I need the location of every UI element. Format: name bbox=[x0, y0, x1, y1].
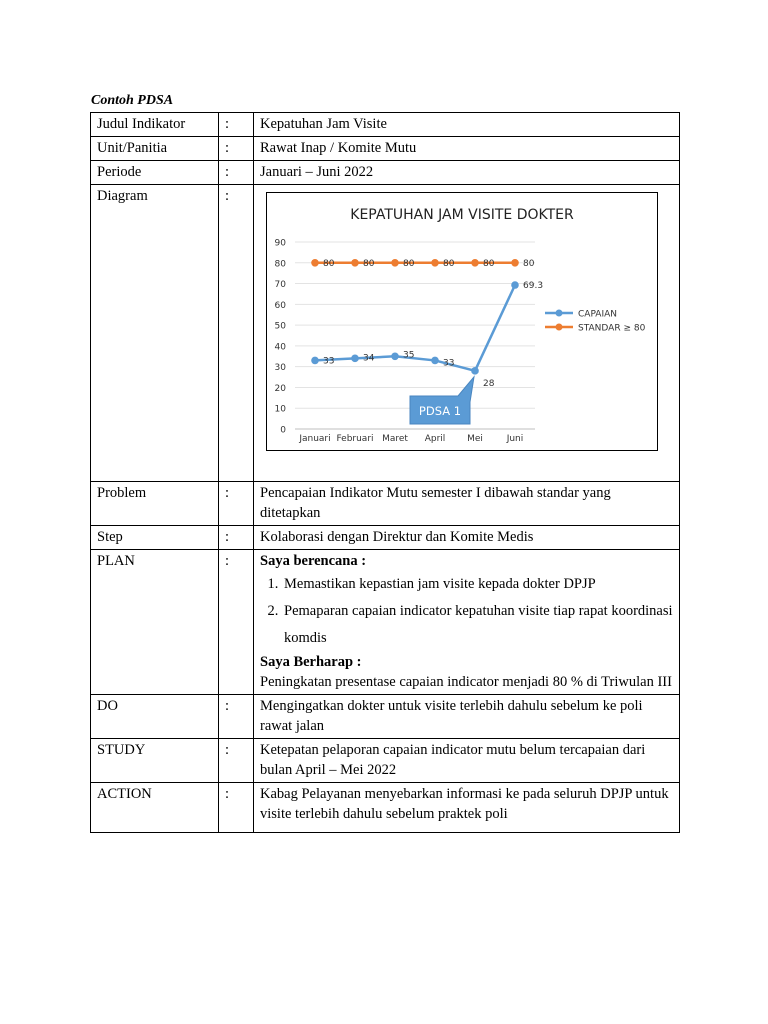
row-study bbox=[91, 739, 680, 783]
value-do: Mengingatkan dokter untuk visite terlebih dahulu sebelum ke poli rawat jalan bbox=[254, 695, 680, 739]
y-tick-label: 80 bbox=[274, 259, 286, 270]
data-point bbox=[311, 357, 319, 365]
label-do: DO bbox=[91, 695, 219, 739]
plan-hope-text: Peningkatan presentase capaian indicator menjadi 80 % di Triwulan III bbox=[260, 674, 672, 690]
data-label: 80 bbox=[403, 258, 415, 269]
data-point bbox=[351, 259, 359, 267]
row-step bbox=[91, 526, 680, 550]
y-tick-label: 70 bbox=[274, 280, 286, 291]
plan-item: 2. Pemaparan capaian indicator kepatuhan visite tiap rapat koordinasi komdis bbox=[282, 598, 673, 652]
y-tick-label: 90 bbox=[274, 238, 286, 249]
value-unit: Rawat Inap / Komite Mutu bbox=[254, 137, 680, 161]
value-judul: Kepatuhan Jam Visite bbox=[254, 113, 680, 137]
value-step: Kolaborasi dengan Direktur dan Komite Medis bbox=[254, 526, 680, 550]
row-do bbox=[91, 695, 680, 739]
row-diagram bbox=[91, 185, 680, 482]
x-tick-label: April bbox=[424, 434, 446, 444]
data-point bbox=[511, 259, 519, 267]
data-label: 80 bbox=[323, 258, 335, 269]
data-label: 35 bbox=[403, 350, 415, 361]
data-label: 69.3 bbox=[523, 281, 544, 292]
label-action: ACTION bbox=[91, 783, 219, 833]
page-heading: Contoh PDSA bbox=[91, 93, 174, 108]
legend-swatch-marker bbox=[556, 324, 563, 331]
colon: : bbox=[219, 739, 254, 783]
label-periode: Periode bbox=[91, 161, 219, 185]
label-step: Step bbox=[91, 526, 219, 550]
data-label: 80 bbox=[523, 258, 535, 269]
colon: : bbox=[219, 161, 254, 185]
data-point bbox=[511, 281, 519, 289]
data-label: 33 bbox=[443, 358, 455, 369]
row-periode bbox=[91, 161, 680, 185]
x-tick-label: Februari bbox=[336, 434, 374, 444]
row-judul-indikator bbox=[91, 113, 680, 137]
y-tick-label: 30 bbox=[274, 363, 286, 374]
data-point bbox=[391, 259, 399, 267]
colon: : bbox=[219, 695, 254, 739]
colon: : bbox=[219, 185, 254, 482]
plan-intro: Saya berencana : bbox=[260, 553, 367, 569]
value-study: Ketepatan pelaporan capaian indicator mutu belum tercapaian dari bulan April – Mei 2022 bbox=[254, 739, 680, 783]
data-point bbox=[391, 352, 399, 360]
label-plan: PLAN bbox=[91, 550, 219, 695]
y-tick-label: 20 bbox=[274, 383, 286, 394]
line-chart bbox=[266, 192, 658, 451]
data-point bbox=[311, 259, 319, 267]
label-unit: Unit/Panitia bbox=[91, 137, 219, 161]
colon: : bbox=[219, 113, 254, 137]
data-label: 33 bbox=[323, 356, 335, 367]
row-action bbox=[91, 783, 680, 833]
row-problem bbox=[91, 482, 680, 526]
series-line bbox=[315, 285, 515, 371]
chart-svg bbox=[267, 193, 657, 450]
colon: : bbox=[219, 482, 254, 526]
value-periode: Januari – Juni 2022 bbox=[254, 161, 680, 185]
plan-list bbox=[260, 571, 673, 652]
label-judul: Judul Indikator bbox=[91, 113, 219, 137]
row-unit bbox=[91, 137, 680, 161]
colon: : bbox=[219, 550, 254, 695]
pdsa-table bbox=[90, 112, 680, 833]
data-label: 80 bbox=[483, 258, 495, 269]
label-study: STUDY bbox=[91, 739, 219, 783]
y-tick-label: 0 bbox=[280, 425, 286, 436]
callout-label: PDSA 1 bbox=[418, 404, 462, 418]
legend-label: CAPAIAN bbox=[578, 309, 617, 320]
y-tick-label: 40 bbox=[274, 342, 286, 353]
data-label: 34 bbox=[363, 353, 375, 364]
data-label: 80 bbox=[443, 258, 455, 269]
data-point bbox=[431, 259, 439, 267]
y-tick-label: 10 bbox=[274, 404, 286, 415]
colon: : bbox=[219, 526, 254, 550]
plan-item: 1. Memastikan kepastian jam visite kepada dokter DPJP bbox=[282, 571, 673, 598]
data-point bbox=[351, 355, 359, 363]
colon: : bbox=[219, 137, 254, 161]
label-diagram: Diagram bbox=[91, 185, 219, 482]
chart-title: KEPATUHAN JAM VISITE DOKTER bbox=[350, 207, 574, 223]
plan-hope-title: Saya Berharap : bbox=[260, 654, 362, 670]
row-plan bbox=[91, 550, 680, 695]
value-problem: Pencapaian Indikator Mutu semester I dibawah standar yang ditetapkan bbox=[254, 482, 680, 526]
y-tick-label: 50 bbox=[274, 321, 286, 332]
colon: : bbox=[219, 783, 254, 833]
x-tick-label: Maret bbox=[382, 434, 408, 444]
y-tick-label: 60 bbox=[274, 300, 286, 311]
x-tick-label: Januari bbox=[299, 434, 331, 444]
label-problem: Problem bbox=[91, 482, 219, 526]
data-label: 80 bbox=[363, 258, 375, 269]
diagram-cell bbox=[254, 185, 680, 482]
legend-swatch-marker bbox=[556, 310, 563, 317]
plan-cell bbox=[254, 550, 680, 695]
legend-label: STANDAR ≥ 80 bbox=[578, 323, 646, 334]
x-tick-label: Juni bbox=[506, 434, 524, 444]
x-tick-label: Mei bbox=[467, 434, 483, 444]
value-action: Kabag Pelayanan menyebarkan informasi ke pada seluruh DPJP untuk visite terlebih dahulu sebelum praktek poli bbox=[254, 783, 680, 833]
data-point bbox=[431, 357, 439, 365]
data-point bbox=[471, 259, 479, 267]
data-point bbox=[471, 367, 479, 375]
data-label: 28 bbox=[483, 378, 495, 389]
